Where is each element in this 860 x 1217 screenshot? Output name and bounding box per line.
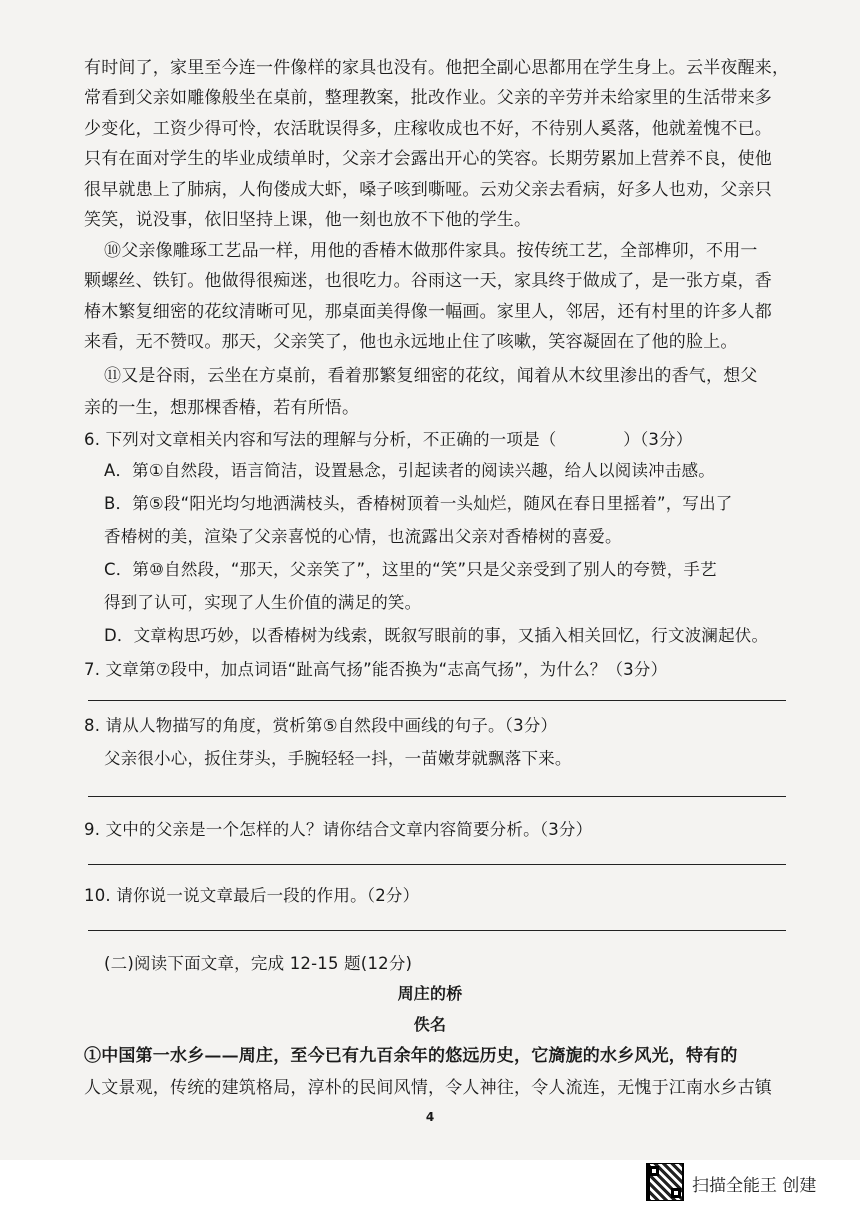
article-paragraph-1-line: 人文景观，传统的建筑格局，淳朴的民间风情，令人神往，令人流连，无愧于江南水乡古镇 <box>84 1078 772 1098</box>
paragraph-10-line: 椿木繁复细密的花纹清晰可见，那桌面美得像一幅画。家里人，邻居，还有村里的许多人都 <box>84 302 772 322</box>
question-6-stem: 6. 下列对文章相关内容和写法的理解与分析，不正确的一项是（ ）（3分） <box>84 430 693 449</box>
passage-line: 有时间了，家里至今连一件像样的家具也没有。他把全副心思都用在学生身上。云半夜醒来， <box>84 58 790 78</box>
answer-line <box>88 864 786 865</box>
article-author: 佚名 <box>413 1015 447 1034</box>
paragraph-10-line: 来看，无不赞叹。那天，父亲笑了，他也永远地止住了咳嗽，笑容凝固在了他的脸上。 <box>84 332 738 352</box>
scanner-brand-label: 扫描全能王 创建 <box>692 1176 817 1196</box>
answer-line <box>88 700 786 701</box>
passage-line: 少变化，工资少得可怜，农活耽误得多，庄稼收成也不好，不待别人奚落，他就羞愧不已。 <box>84 119 772 139</box>
question-6-option-c: C．第⑩自然段，“那天，父亲笑了”，这里的“笑”只是父亲受到了别人的夸赞，手艺 <box>104 560 717 579</box>
passage-line: 只有在面对学生的毕业成绩单时，父亲才会露出开心的笑容。长期劳累加上营养不良，使他 <box>84 149 772 169</box>
page-number: 4 <box>425 1110 435 1124</box>
paragraph-10-line: ⑩父亲像雕琢工艺品一样，用他的香椿木做那件家具。按传统工艺，全部榫卯，不用一 <box>104 241 758 261</box>
question-6-option-b: B．第⑤段“阳光均匀地洒满枝头，香椿树顶着一头灿烂，随风在春日里摇着”，写出了 <box>104 494 733 513</box>
question-6-option-a: A．第①自然段，语言简洁，设置悬念，引起读者的阅读兴趣，给人以阅读冲击感。 <box>104 461 715 480</box>
passage-line: 很早就患上了肺病，人佝偻成大虾，嗓子咳到嘶哑。云劝父亲去看病，好多人也劝，父亲只 <box>84 180 772 200</box>
question-6-option-c-cont: 得到了认可，实现了人生价值的满足的笑。 <box>104 593 422 612</box>
article-paragraph-1-line: ①中国第一水乡——周庄，至今已有九百余年的悠远历史，它旖旎的水乡风光，特有的 <box>84 1046 738 1066</box>
paragraph-11-line: ⑪又是谷雨，云坐在方桌前，看着那繁复细密的花纹，闻着从木纹里渗出的香气，想父 <box>104 366 758 386</box>
question-6-option-d: D．文章构思巧妙，以香椿树为线索，既叙写眼前的事，又插入相关回忆，行文波澜起伏。 <box>104 626 769 645</box>
paragraph-10-line: 颗螺丝、铁钉。他做得很痴迷，也很吃力。谷雨这一天，家具终于做成了，是一张方桌，香 <box>84 271 772 291</box>
paragraph-11-line: 亲的一生，想那棵香椿，若有所悟。 <box>84 398 360 418</box>
question-10: 10. 请你说一说文章最后一段的作用。（2分） <box>84 886 420 905</box>
question-8-stem: 8. 请从人物描写的角度，赏析第⑤自然段中画线的句子。（3分） <box>84 716 558 735</box>
passage-line: 笑笑，说没事，依旧坚持上课，他一刻也放不下他的学生。 <box>84 210 532 230</box>
passage-line: 常看到父亲如雕像般坐在桌前，整理教案，批改作业。父亲的辛劳并未给家里的生活带来多 <box>84 88 772 108</box>
question-7: 7. 文章第⑦段中，加点词语“趾高气扬”能否换为“志高气扬”，为什么？（3分） <box>84 660 668 679</box>
article-title: 周庄的桥 <box>397 984 463 1003</box>
answer-line <box>88 796 786 797</box>
question-8-quote: 父亲很小心，扳住芽头，手腕轻轻一抖，一苗嫩芽就飘落下来。 <box>104 749 572 768</box>
question-6-option-b-cont: 香椿树的美，渲染了父亲喜悦的心情，也流露出父亲对香椿树的喜爱。 <box>104 527 622 546</box>
question-9: 9. 文中的父亲是一个怎样的人？请你结合文章内容简要分析。（3分） <box>84 820 593 839</box>
section-2-heading: (二)阅读下面文章，完成 12-15 题(12分) <box>104 954 413 973</box>
answer-line <box>88 930 786 931</box>
qr-code-icon <box>646 1163 684 1201</box>
